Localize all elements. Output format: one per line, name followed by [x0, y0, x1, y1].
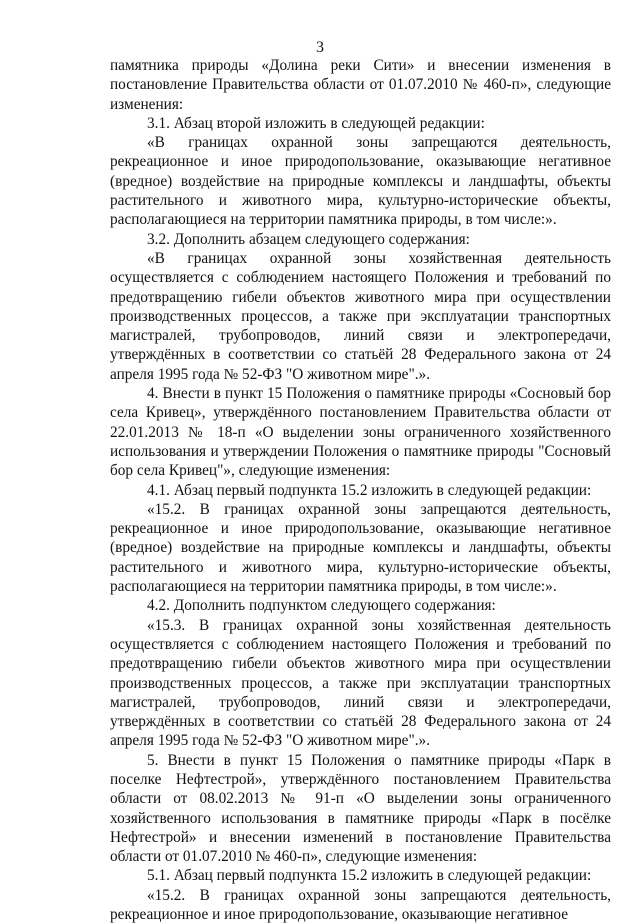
paragraph-3-2: 3.2. Дополнить абзацем следующего содержания: — [147, 230, 470, 248]
paragraph-quote-4-2: «15.3. В границах охранной зоны хозяйственная деятельность осуществляется с соблюдением настоящего Положения и требований по предотвращению гибели объектов животного мира при осуществлении производственных процессов, а также при эксплуатации транспортных магистралей, трубопроводов, линий связи и электропередачи, утверждённых в соответствии со статьёй 28 Федерального закона от 24 апреля 1995 года № 52-ФЗ "О животном мире".». — [110, 616, 611, 750]
paragraph-5: 5. Внести в пункт 15 Положения о памятнике природы «Парк в поселке Нефтестрой», утверждённого постановлением Правительства области от 08.02.2013 № 91-п «О выделении зоны ограниченного хозяйственного использования в памятнике природы «Парк в посёлке Нефтестрой» и внесении изменений в постановление Правительства области от 01.07.2010 № 460-п», следующие изменения: — [110, 751, 611, 866]
paragraph-quote-3-2: «В границах охранной зоны хозяйственная деятельность осуществляется с соблюдением настоящего Положения и требований по предотвращению гибели объектов животного мира при осуществлении производственных процессов, а также при эксплуатации транспортных магистралей, трубопроводов, линий связи и электропередачи, утверждённых в соответствии со статьёй 28 Федерального закона от 24 апреля 1995 года № 52-ФЗ "О животном мире".». — [110, 249, 611, 383]
paragraph-continuation: памятника природы «Долина реки Сити» и внесении изменения в постановление Правительства области от 01.07.2010 № 460-п», следующие изменения: — [110, 57, 611, 113]
paragraph-4-2: 4.2. Дополнить подпунктом следующего содержания: — [147, 597, 496, 615]
paragraph-quote-4-1: «15.2. В границах охранной зоны запрещаются деятельность, рекреационное и иное природопользование, оказывающие негативное (вредное) воздействие на природные комплексы и ландшафты, объекты растительного и животного мира, культурно-исторические объекты, располагающиеся на территории памятника природы, в том числе:». — [110, 500, 611, 596]
paragraph-5-1: 5.1. Абзац первый подпункта 15.2 изложить в следующей редакции: — [147, 867, 592, 885]
page-number: 3 — [316, 39, 324, 56]
paragraph-quote-5-1: «15.2. В границах охранной зоны запрещаются деятельность, рекреационное и иное природопользование, оказывающие негативное — [110, 886, 611, 924]
paragraph-3-1: 3.1. Абзац второй изложить в следующей редакции: — [147, 114, 485, 132]
paragraph-quote-3-1: «В границах охранной зоны запрещаются деятельность, рекреационное и иное природопользование, оказывающие негативное (вредное) воздействие на природные комплексы и ландшафты, объекты растительного и животного мира, культурно-исторические объекты, располагающиеся на территории памятника природы, в том числе:». — [110, 134, 611, 229]
document-body — [110, 56, 611, 924]
paragraph-4: 4. Внести в пункт 15 Положения о памятнике природы «Сосновый бор села Кривец», утверждённого постановлением Правительства области от 22.01.2013 № 18-п «О выделении зоны ограниченного хозяйственного использования и утверждении Положения о памятнике природы "Сосновый бор села Кривец"», следующие изменения: — [110, 385, 611, 480]
paragraph-4-1: 4.1. Абзац первый подпункта 15.2 изложить в следующей редакции: — [147, 481, 592, 499]
